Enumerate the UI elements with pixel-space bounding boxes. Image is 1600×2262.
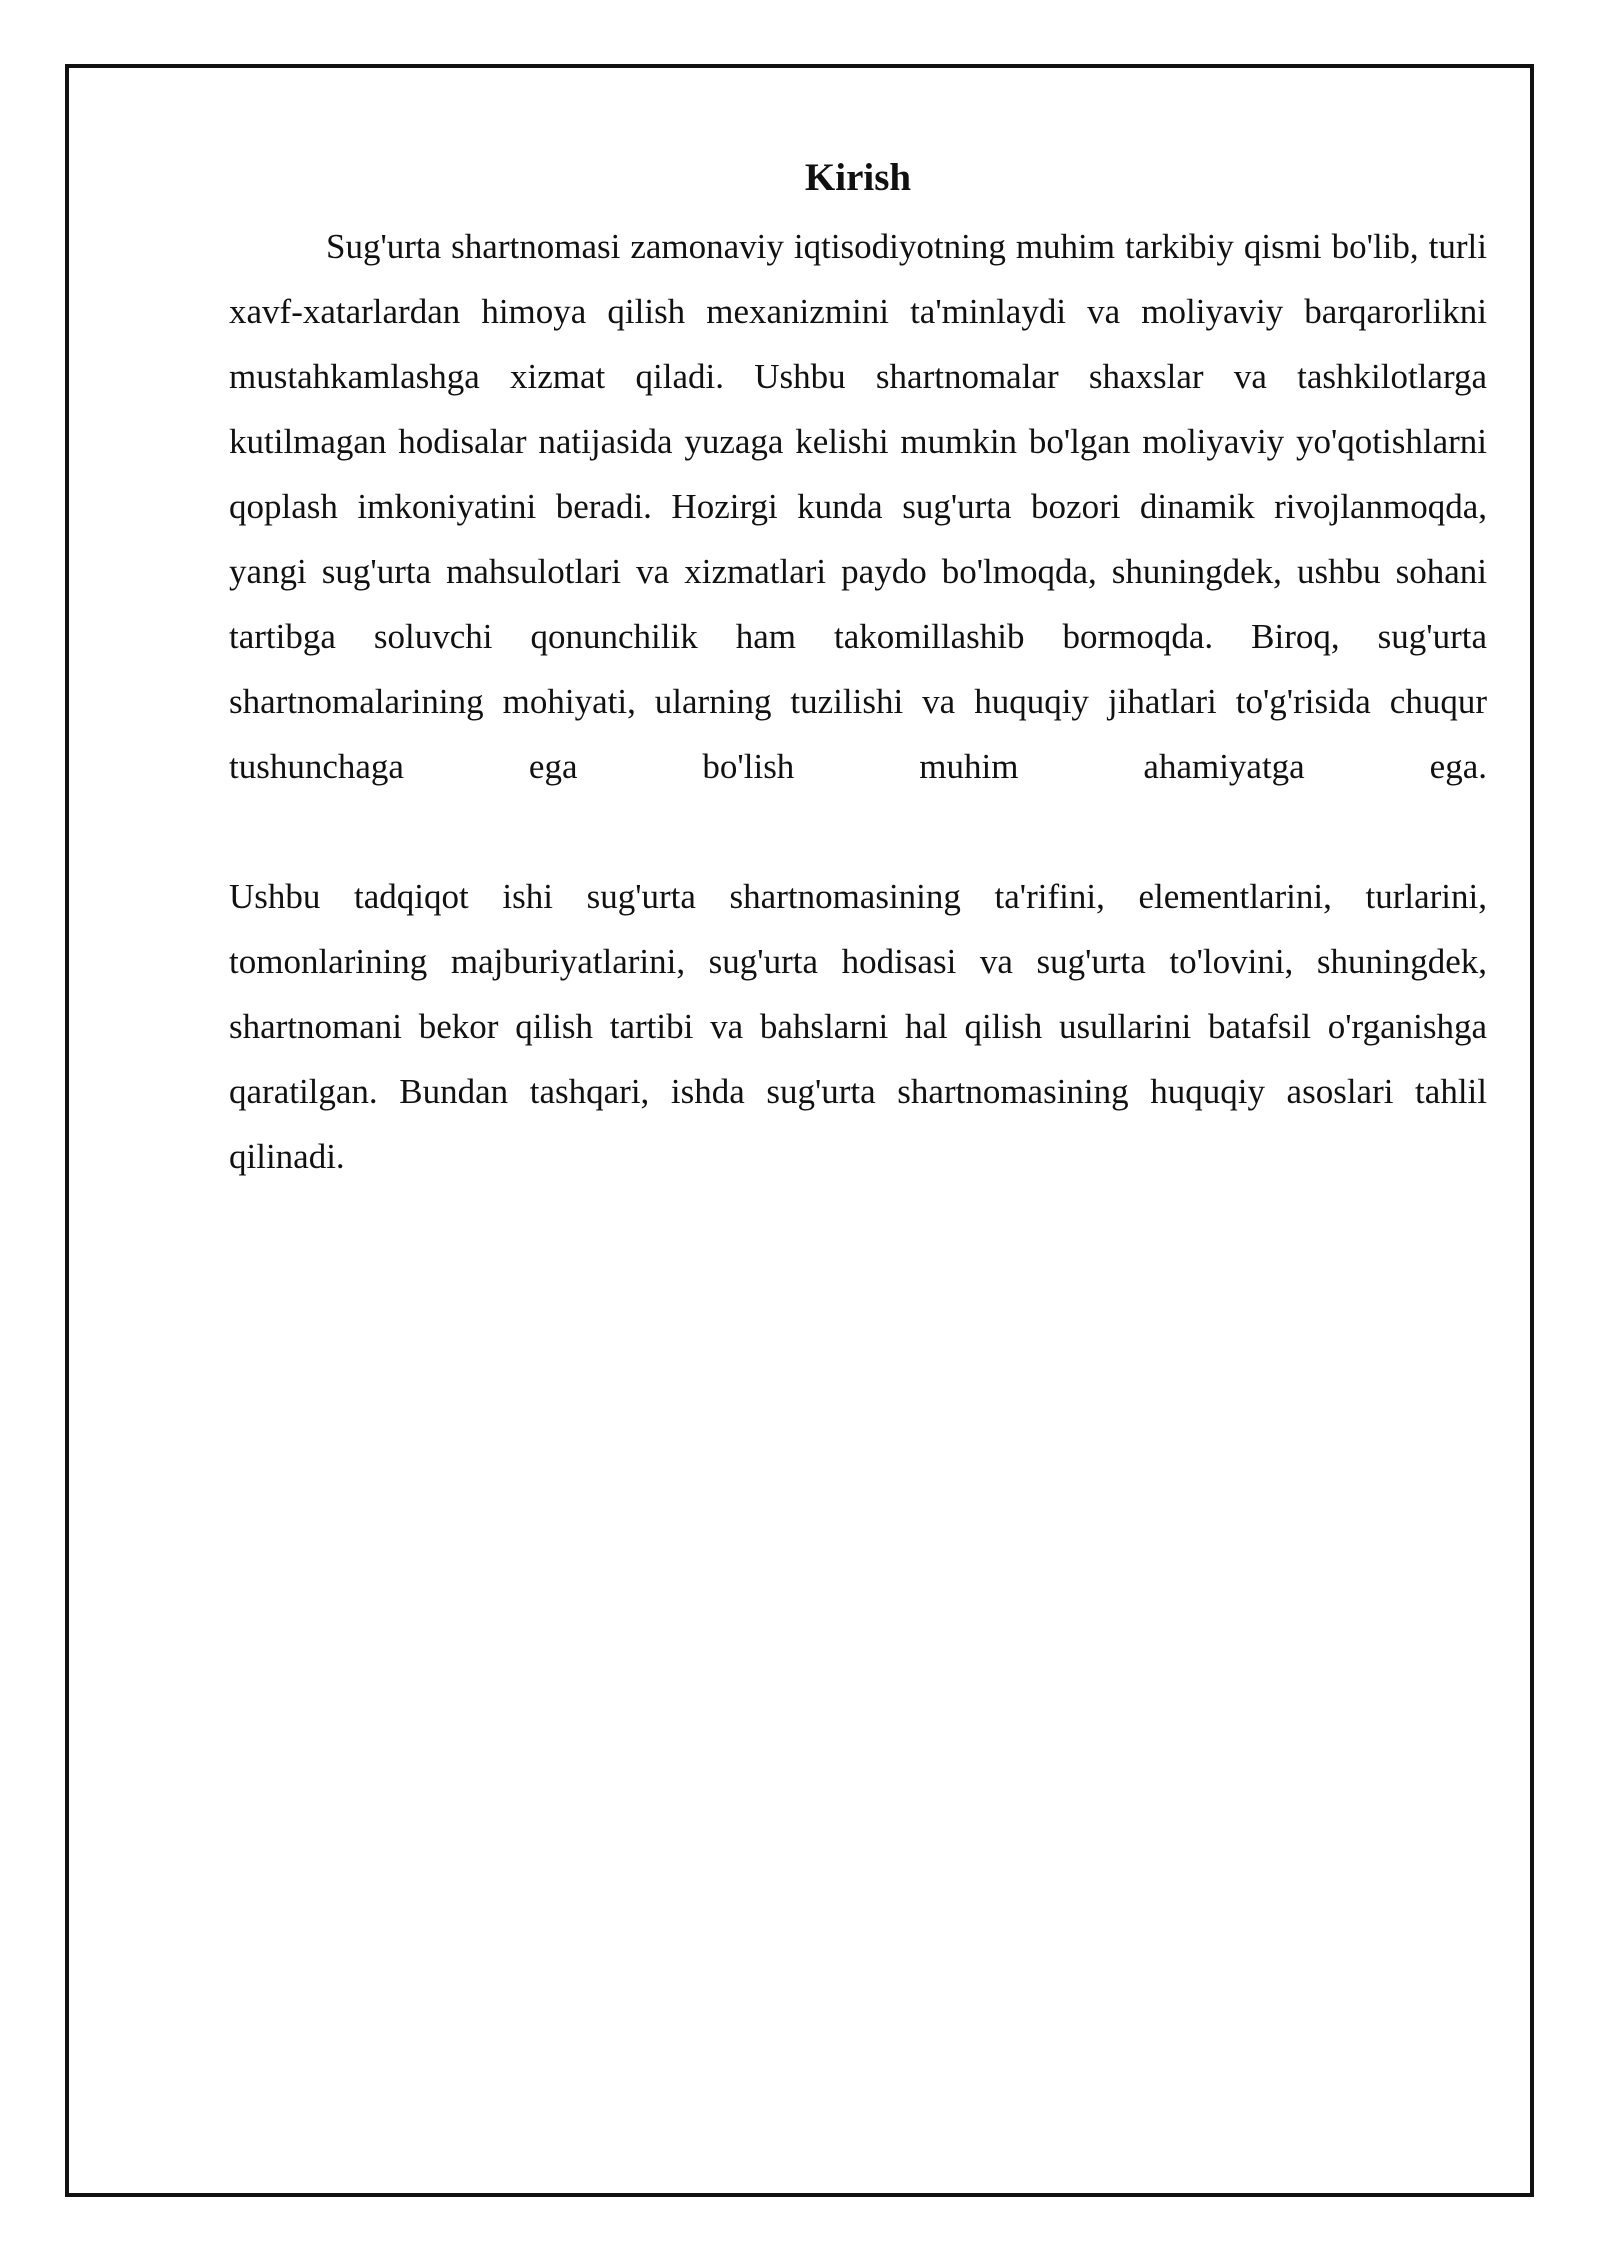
document-body [229,150,1487,1189]
paragraph-research-scope: Ushbu tadqiqot ishi sug'urta shartnomasining ta'rifini, elementlarini, turlarini, tomonlarining majburiyatlarini, sug'urta hodisasi va sug'urta to'lovini, shuningdek, shartnomani bekor qilish tartibi va bahslarni hal qilish usullarini batafsil o'rganishga qaratilgan. Bundan tashqari, ishda sug'urta shartnomasining huquqiy asoslari tahlil qilinadi. [229,877,1487,1176]
paragraph-intro: Sug'urta shartnomasi zamonaviy iqtisodiyotning muhim tarkibiy qismi bo'lib, turli xavf-xatarlardan himoya qilish mexanizmini ta'minlaydi va moliyaviy barqarorlikni mustahkamlashga xizmat qiladi. Ushbu shartnomalar shaxslar va tashkilotlarga kutilmagan hodisalar natijasida yuzaga kelishi mumkin bo'lgan moliyaviy yo'qotishlarni qoplash imkoniyatini beradi. Hozirgi kunda sug'urta bozori dinamik rivojlanmoqda, yangi sug'urta mahsulotlari va xizmatlari paydo bo'lmoqda, shuningdek, ushbu sohani tartibga soluvchi qonunchilik ham takomillashib bormoqda. Biroq, sug'urta shartnomalarining mohiyati, ularning tuzilishi va huquqiy jihatlari to'g'risida chuqur tushunchaga ega bo'lish muhim ahamiyatga ega. [229,227,1487,786]
page-title: Kirish [804,156,912,199]
